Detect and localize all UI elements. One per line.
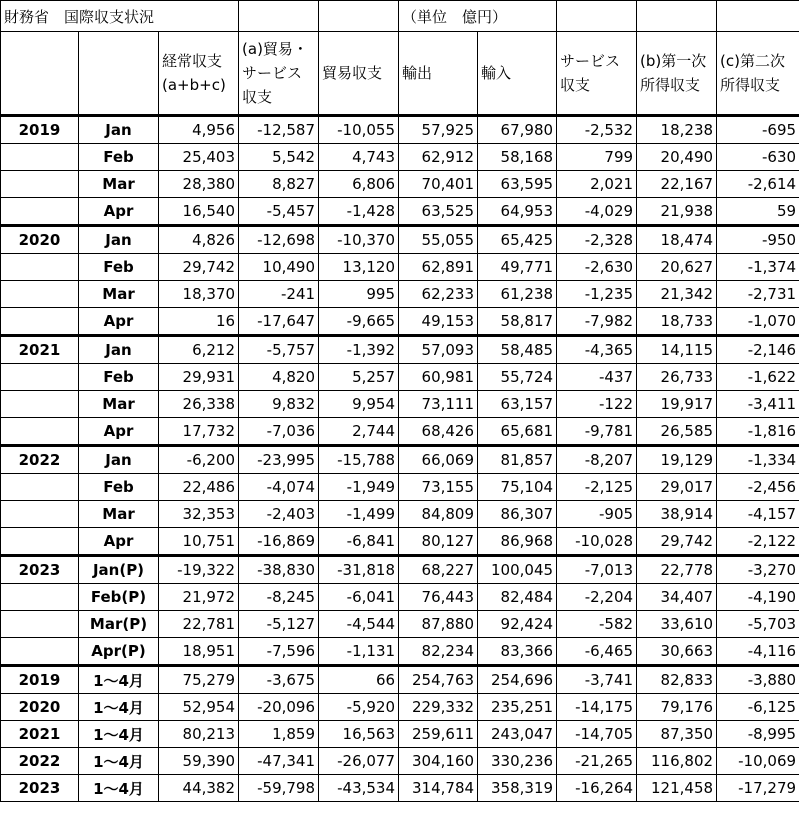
table-row xyxy=(1,638,799,666)
table-row xyxy=(1,556,799,584)
value-cell: 2,744 xyxy=(319,418,399,446)
value-cell: -2,630 xyxy=(557,254,637,281)
table-row xyxy=(1,446,799,474)
value-cell: 4,826 xyxy=(159,226,239,254)
month-cell: Mar xyxy=(79,281,159,308)
table-row xyxy=(1,336,799,364)
blank-cell xyxy=(717,1,799,32)
value-cell: -21,265 xyxy=(557,748,637,775)
value-cell: 304,160 xyxy=(399,748,478,775)
table-row xyxy=(1,501,799,528)
value-cell: -630 xyxy=(717,144,799,171)
value-cell: -7,596 xyxy=(239,638,319,666)
value-cell: -43,534 xyxy=(319,775,399,802)
value-cell: 63,157 xyxy=(478,391,557,418)
year-cell xyxy=(1,144,79,171)
month-cell: Apr xyxy=(79,528,159,556)
value-cell: 18,951 xyxy=(159,638,239,666)
year-cell xyxy=(1,198,79,226)
value-cell: 26,733 xyxy=(637,364,717,391)
value-cell: 60,981 xyxy=(399,364,478,391)
year-cell xyxy=(1,281,79,308)
month-cell: Jan xyxy=(79,226,159,254)
value-cell: -20,096 xyxy=(239,694,319,721)
table-title: 財務省 国際収支状況 xyxy=(1,1,239,32)
value-cell: 314,784 xyxy=(399,775,478,802)
value-cell: 66 xyxy=(319,666,399,694)
value-cell: 21,342 xyxy=(637,281,717,308)
value-cell: 64,953 xyxy=(478,198,557,226)
total-row xyxy=(1,666,799,694)
value-cell: -3,270 xyxy=(717,556,799,584)
value-cell: 55,724 xyxy=(478,364,557,391)
period-cell: 1～4月 xyxy=(79,775,159,802)
value-cell: -950 xyxy=(717,226,799,254)
value-cell: -4,190 xyxy=(717,584,799,611)
month-cell: Jan(P) xyxy=(79,556,159,584)
column-header xyxy=(79,32,159,116)
year-cell xyxy=(1,254,79,281)
value-cell: 80,213 xyxy=(159,721,239,748)
value-cell: 66,069 xyxy=(399,446,478,474)
value-cell: 82,833 xyxy=(637,666,717,694)
value-cell: 38,914 xyxy=(637,501,717,528)
value-cell: -4,365 xyxy=(557,336,637,364)
value-cell: -2,532 xyxy=(557,116,637,144)
value-cell: -2,731 xyxy=(717,281,799,308)
year-cell: 2022 xyxy=(1,748,79,775)
value-cell: 20,627 xyxy=(637,254,717,281)
value-cell: 28,380 xyxy=(159,171,239,198)
month-cell: Apr(P) xyxy=(79,638,159,666)
value-cell: 995 xyxy=(319,281,399,308)
column-header-secondary-income: (c)第二次所得収支 xyxy=(717,32,799,116)
value-cell: -16,869 xyxy=(239,528,319,556)
year-cell xyxy=(1,171,79,198)
value-cell: -3,411 xyxy=(717,391,799,418)
column-header-exports: 輸出 xyxy=(399,32,478,116)
value-cell: -3,880 xyxy=(717,666,799,694)
value-cell: 29,742 xyxy=(159,254,239,281)
value-cell: 22,486 xyxy=(159,474,239,501)
table-row xyxy=(1,308,799,336)
value-cell: 2,021 xyxy=(557,171,637,198)
value-cell: -19,322 xyxy=(159,556,239,584)
value-cell: -6,465 xyxy=(557,638,637,666)
value-cell: -1,374 xyxy=(717,254,799,281)
value-cell: 14,115 xyxy=(637,336,717,364)
table-row xyxy=(1,171,799,198)
value-cell: -5,127 xyxy=(239,611,319,638)
value-cell: 799 xyxy=(557,144,637,171)
value-cell: 5,257 xyxy=(319,364,399,391)
year-cell xyxy=(1,501,79,528)
value-cell: 4,743 xyxy=(319,144,399,171)
value-cell: 87,350 xyxy=(637,721,717,748)
value-cell: 55,055 xyxy=(399,226,478,254)
period-cell: 1～4月 xyxy=(79,748,159,775)
value-cell: -15,788 xyxy=(319,446,399,474)
table-row xyxy=(1,528,799,556)
value-cell: -47,341 xyxy=(239,748,319,775)
value-cell: 21,938 xyxy=(637,198,717,226)
value-cell: 65,425 xyxy=(478,226,557,254)
table-row xyxy=(1,364,799,391)
month-cell: Feb xyxy=(79,254,159,281)
value-cell: 121,458 xyxy=(637,775,717,802)
value-cell: 6,212 xyxy=(159,336,239,364)
period-cell: 1～4月 xyxy=(79,694,159,721)
value-cell: 68,227 xyxy=(399,556,478,584)
blank-cell xyxy=(239,1,319,32)
value-cell: 29,742 xyxy=(637,528,717,556)
month-cell: Mar xyxy=(79,501,159,528)
year-cell xyxy=(1,584,79,611)
value-cell: 22,781 xyxy=(159,611,239,638)
value-cell: 16,563 xyxy=(319,721,399,748)
value-cell: -5,920 xyxy=(319,694,399,721)
value-cell: 16,540 xyxy=(159,198,239,226)
total-row xyxy=(1,775,799,802)
value-cell: -6,841 xyxy=(319,528,399,556)
unit-note: （単位 億円） xyxy=(399,1,557,32)
value-cell: 254,696 xyxy=(478,666,557,694)
value-cell: 254,763 xyxy=(399,666,478,694)
value-cell: -5,457 xyxy=(239,198,319,226)
value-cell: -8,245 xyxy=(239,584,319,611)
value-cell: -582 xyxy=(557,611,637,638)
value-cell: -695 xyxy=(717,116,799,144)
year-cell xyxy=(1,474,79,501)
value-cell: 83,366 xyxy=(478,638,557,666)
value-cell: -2,328 xyxy=(557,226,637,254)
value-cell: -59,798 xyxy=(239,775,319,802)
value-cell: -14,175 xyxy=(557,694,637,721)
month-cell: Feb(P) xyxy=(79,584,159,611)
month-cell: Mar xyxy=(79,391,159,418)
month-cell: Jan xyxy=(79,116,159,144)
value-cell: 5,542 xyxy=(239,144,319,171)
value-cell: 18,370 xyxy=(159,281,239,308)
value-cell: 62,891 xyxy=(399,254,478,281)
table-row xyxy=(1,418,799,446)
month-cell: Apr xyxy=(79,418,159,446)
period-cell: 1～4月 xyxy=(79,721,159,748)
value-cell: 68,426 xyxy=(399,418,478,446)
table-row xyxy=(1,281,799,308)
value-cell: -1,622 xyxy=(717,364,799,391)
value-cell: -2,125 xyxy=(557,474,637,501)
value-cell: 80,127 xyxy=(399,528,478,556)
value-cell: -4,029 xyxy=(557,198,637,226)
value-cell: -437 xyxy=(557,364,637,391)
value-cell: 10,490 xyxy=(239,254,319,281)
value-cell: -122 xyxy=(557,391,637,418)
value-cell: 58,168 xyxy=(478,144,557,171)
value-cell: -10,055 xyxy=(319,116,399,144)
value-cell: 26,338 xyxy=(159,391,239,418)
value-cell: -12,698 xyxy=(239,226,319,254)
value-cell: 8,827 xyxy=(239,171,319,198)
value-cell: -3,741 xyxy=(557,666,637,694)
value-cell: 63,525 xyxy=(399,198,478,226)
value-cell: 57,093 xyxy=(399,336,478,364)
year-cell: 2019 xyxy=(1,116,79,144)
value-cell: 116,802 xyxy=(637,748,717,775)
value-cell: 58,817 xyxy=(478,308,557,336)
value-cell: 49,153 xyxy=(399,308,478,336)
period-cell: 1～4月 xyxy=(79,666,159,694)
value-cell: 58,485 xyxy=(478,336,557,364)
value-cell: -2,614 xyxy=(717,171,799,198)
year-cell xyxy=(1,611,79,638)
column-header-primary-income: (b)第一次所得収支 xyxy=(637,32,717,116)
value-cell: -1,499 xyxy=(319,501,399,528)
value-cell: 82,484 xyxy=(478,584,557,611)
value-cell: 330,236 xyxy=(478,748,557,775)
value-cell: 30,663 xyxy=(637,638,717,666)
total-row xyxy=(1,694,799,721)
value-cell: -1,334 xyxy=(717,446,799,474)
value-cell: 61,238 xyxy=(478,281,557,308)
value-cell: 1,859 xyxy=(239,721,319,748)
month-cell: Apr xyxy=(79,308,159,336)
value-cell: -4,157 xyxy=(717,501,799,528)
value-cell: 92,424 xyxy=(478,611,557,638)
table-row xyxy=(1,226,799,254)
value-cell: 100,045 xyxy=(478,556,557,584)
value-cell: 25,403 xyxy=(159,144,239,171)
value-cell: -9,665 xyxy=(319,308,399,336)
value-cell: -1,428 xyxy=(319,198,399,226)
value-cell: -9,781 xyxy=(557,418,637,446)
table-row xyxy=(1,198,799,226)
value-cell: 87,880 xyxy=(399,611,478,638)
value-cell: 67,980 xyxy=(478,116,557,144)
value-cell: 52,954 xyxy=(159,694,239,721)
value-cell: 79,176 xyxy=(637,694,717,721)
month-cell: Feb xyxy=(79,474,159,501)
value-cell: -16,264 xyxy=(557,775,637,802)
value-cell: -2,456 xyxy=(717,474,799,501)
month-cell: Feb xyxy=(79,144,159,171)
table-row xyxy=(1,116,799,144)
value-cell: -17,647 xyxy=(239,308,319,336)
year-cell xyxy=(1,364,79,391)
column-header-services: サービス収支 xyxy=(557,32,637,116)
month-cell: Apr xyxy=(79,198,159,226)
value-cell: 243,047 xyxy=(478,721,557,748)
value-cell: 26,585 xyxy=(637,418,717,446)
value-cell: 4,820 xyxy=(239,364,319,391)
value-cell: 16 xyxy=(159,308,239,336)
value-cell: -38,830 xyxy=(239,556,319,584)
value-cell: -5,757 xyxy=(239,336,319,364)
value-cell: 358,319 xyxy=(478,775,557,802)
value-cell: -31,818 xyxy=(319,556,399,584)
value-cell: 73,155 xyxy=(399,474,478,501)
value-cell: 76,443 xyxy=(399,584,478,611)
year-cell: 2023 xyxy=(1,775,79,802)
table-row xyxy=(1,254,799,281)
year-cell: 2022 xyxy=(1,446,79,474)
value-cell: 62,912 xyxy=(399,144,478,171)
value-cell: 4,956 xyxy=(159,116,239,144)
value-cell: 20,490 xyxy=(637,144,717,171)
value-cell: 59,390 xyxy=(159,748,239,775)
blank-cell xyxy=(319,1,399,32)
value-cell: -1,235 xyxy=(557,281,637,308)
value-cell: 10,751 xyxy=(159,528,239,556)
month-cell: Jan xyxy=(79,336,159,364)
value-cell: -6,200 xyxy=(159,446,239,474)
value-cell: -905 xyxy=(557,501,637,528)
value-cell: 86,307 xyxy=(478,501,557,528)
value-cell: -7,982 xyxy=(557,308,637,336)
value-cell: -1,070 xyxy=(717,308,799,336)
value-cell: -26,077 xyxy=(319,748,399,775)
month-cell: Mar(P) xyxy=(79,611,159,638)
value-cell: -8,995 xyxy=(717,721,799,748)
value-cell: 18,733 xyxy=(637,308,717,336)
month-cell: Feb xyxy=(79,364,159,391)
value-cell: 75,279 xyxy=(159,666,239,694)
table-row xyxy=(1,144,799,171)
value-cell: -4,544 xyxy=(319,611,399,638)
value-cell: 229,332 xyxy=(399,694,478,721)
value-cell: -3,675 xyxy=(239,666,319,694)
title-row xyxy=(1,1,799,32)
table-row xyxy=(1,611,799,638)
value-cell: 32,353 xyxy=(159,501,239,528)
value-cell: -4,116 xyxy=(717,638,799,666)
value-cell: -1,816 xyxy=(717,418,799,446)
value-cell: 81,857 xyxy=(478,446,557,474)
value-cell: -241 xyxy=(239,281,319,308)
value-cell: 19,917 xyxy=(637,391,717,418)
month-cell: Mar xyxy=(79,171,159,198)
value-cell: -7,036 xyxy=(239,418,319,446)
value-cell: 84,809 xyxy=(399,501,478,528)
column-header-imports: 輸入 xyxy=(478,32,557,116)
value-cell: -10,370 xyxy=(319,226,399,254)
value-cell: 29,931 xyxy=(159,364,239,391)
year-cell: 2021 xyxy=(1,721,79,748)
value-cell: 70,401 xyxy=(399,171,478,198)
value-cell: -14,705 xyxy=(557,721,637,748)
value-cell: 9,954 xyxy=(319,391,399,418)
year-cell: 2020 xyxy=(1,226,79,254)
header-row xyxy=(1,32,799,116)
value-cell: -1,392 xyxy=(319,336,399,364)
year-cell: 2023 xyxy=(1,556,79,584)
value-cell: 13,120 xyxy=(319,254,399,281)
value-cell: 21,972 xyxy=(159,584,239,611)
year-cell xyxy=(1,638,79,666)
value-cell: -4,074 xyxy=(239,474,319,501)
value-cell: 17,732 xyxy=(159,418,239,446)
value-cell: -17,279 xyxy=(717,775,799,802)
value-cell: -1,131 xyxy=(319,638,399,666)
value-cell: 49,771 xyxy=(478,254,557,281)
value-cell: 59 xyxy=(717,198,799,226)
value-cell: 63,595 xyxy=(478,171,557,198)
value-cell: 22,778 xyxy=(637,556,717,584)
value-cell: 82,234 xyxy=(399,638,478,666)
value-cell: -6,041 xyxy=(319,584,399,611)
value-cell: -8,207 xyxy=(557,446,637,474)
year-cell xyxy=(1,418,79,446)
value-cell: 18,238 xyxy=(637,116,717,144)
value-cell: -6,125 xyxy=(717,694,799,721)
value-cell: -10,028 xyxy=(557,528,637,556)
value-cell: 19,129 xyxy=(637,446,717,474)
month-cell: Jan xyxy=(79,446,159,474)
value-cell: -5,703 xyxy=(717,611,799,638)
year-cell xyxy=(1,528,79,556)
year-cell xyxy=(1,308,79,336)
value-cell: 22,167 xyxy=(637,171,717,198)
value-cell: -2,403 xyxy=(239,501,319,528)
value-cell: 29,017 xyxy=(637,474,717,501)
value-cell: -23,995 xyxy=(239,446,319,474)
value-cell: 34,407 xyxy=(637,584,717,611)
value-cell: 44,382 xyxy=(159,775,239,802)
year-cell xyxy=(1,391,79,418)
total-row xyxy=(1,721,799,748)
value-cell: -10,069 xyxy=(717,748,799,775)
value-cell: -12,587 xyxy=(239,116,319,144)
column-header-current-account: 経常収支 (a+b+c) xyxy=(159,32,239,116)
table-row xyxy=(1,474,799,501)
value-cell: 18,474 xyxy=(637,226,717,254)
value-cell: 86,968 xyxy=(478,528,557,556)
table-row xyxy=(1,391,799,418)
year-cell: 2019 xyxy=(1,666,79,694)
column-header xyxy=(1,32,79,116)
value-cell: -2,204 xyxy=(557,584,637,611)
value-cell: 9,832 xyxy=(239,391,319,418)
year-cell: 2021 xyxy=(1,336,79,364)
value-cell: -1,949 xyxy=(319,474,399,501)
blank-cell xyxy=(557,1,637,32)
blank-cell xyxy=(637,1,717,32)
value-cell: 65,681 xyxy=(478,418,557,446)
value-cell: 62,233 xyxy=(399,281,478,308)
value-cell: 73,111 xyxy=(399,391,478,418)
year-cell: 2020 xyxy=(1,694,79,721)
total-row xyxy=(1,748,799,775)
value-cell: -2,146 xyxy=(717,336,799,364)
value-cell: 57,925 xyxy=(399,116,478,144)
table-row xyxy=(1,584,799,611)
value-cell: 33,610 xyxy=(637,611,717,638)
column-header-trade-balance: 貿易収支 xyxy=(319,32,399,116)
value-cell: 235,251 xyxy=(478,694,557,721)
value-cell: 259,611 xyxy=(399,721,478,748)
value-cell: 75,104 xyxy=(478,474,557,501)
column-header-trade-services: (a)貿易・サービス収支 xyxy=(239,32,319,116)
value-cell: -2,122 xyxy=(717,528,799,556)
value-cell: 6,806 xyxy=(319,171,399,198)
value-cell: -7,013 xyxy=(557,556,637,584)
